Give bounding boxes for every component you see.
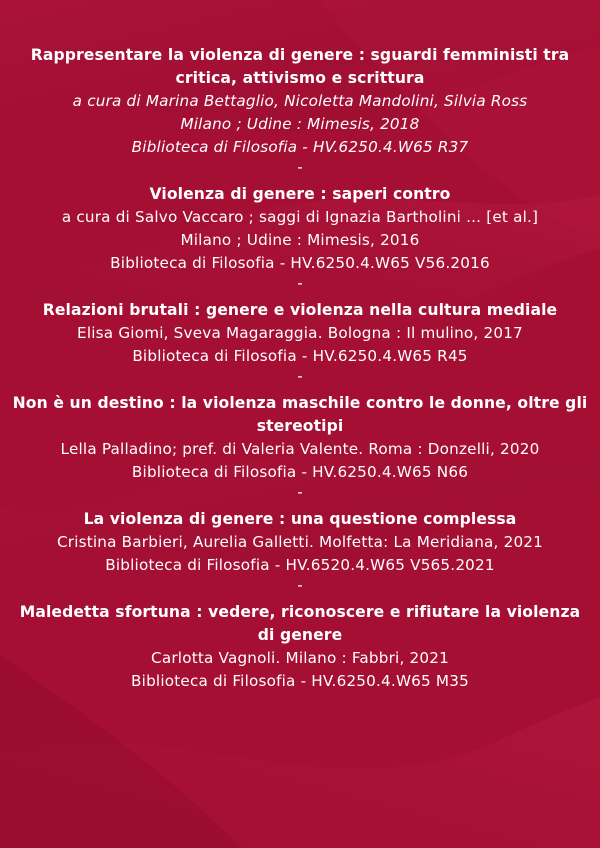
book-entry: [0, 392, 600, 484]
book-authors: Lella Palladino; pref. di Valeria Valente. Roma : Donzelli, 2020: [60, 440, 540, 458]
book-location: Biblioteca di Filosofia - HV.6250.4.W65 V56.2016: [110, 254, 490, 272]
book-entry: [0, 183, 600, 275]
separator: -: [297, 483, 303, 501]
book-location: Biblioteca di Filosofia - HV.6250.4.W65 N66: [131, 463, 469, 481]
separator: -: [297, 367, 303, 385]
book-title: La violenza di genere : una questione complessa: [83, 510, 517, 528]
book-title: Rappresentare la violenza di genere : sguardi femministi tra critica, attivismo e scrittura: [30, 46, 570, 87]
book-location: Biblioteca di Filosofia - HV.6250.4.W65 M35: [131, 672, 469, 690]
book-location: Biblioteca di Filosofia - HV.6250.4.W65 R37: [131, 138, 469, 156]
book-publication: Milano ; Udine : Mimesis, 2016: [180, 231, 420, 249]
book-entry: [0, 299, 600, 368]
book-entry: [0, 601, 600, 693]
book-publication: Milano ; Udine : Mimesis, 2018: [180, 115, 420, 133]
book-title: Relazioni brutali : genere e violenza nella cultura mediale: [42, 301, 558, 319]
book-authors: a cura di Salvo Vaccaro ; saggi di Ignazia Bartholini ... [et al.]: [61, 208, 539, 226]
book-title: Maledetta sfortuna : vedere, riconoscere e rifiutare la violenza di genere: [19, 603, 581, 644]
book-authors: Cristina Barbieri, Aurelia Galletti. Molfetta: La Meridiana, 2021: [56, 533, 544, 551]
separator: -: [297, 158, 303, 176]
book-title: Violenza di genere : saperi contro: [149, 185, 451, 203]
separator: -: [297, 274, 303, 292]
book-authors: Carlotta Vagnoli. Milano : Fabbri, 2021: [151, 649, 449, 667]
separator: -: [297, 576, 303, 594]
book-location: Biblioteca di Filosofia - HV.6520.4.W65 V565.2021: [105, 556, 495, 574]
book-entry: [0, 44, 600, 159]
book-authors: a cura di Marina Bettaglio, Nicoletta Mandolini, Silvia Ross: [72, 92, 528, 110]
book-location: Biblioteca di Filosofia - HV.6250.4.W65 R45: [132, 347, 468, 365]
book-title: Non è un destino : la violenza maschile contro le donne, oltre gli stereotipi: [12, 394, 588, 435]
book-entry: [0, 508, 600, 577]
book-authors: Elisa Giomi, Sveva Magaraggia. Bologna : Il mulino, 2017: [77, 324, 523, 342]
